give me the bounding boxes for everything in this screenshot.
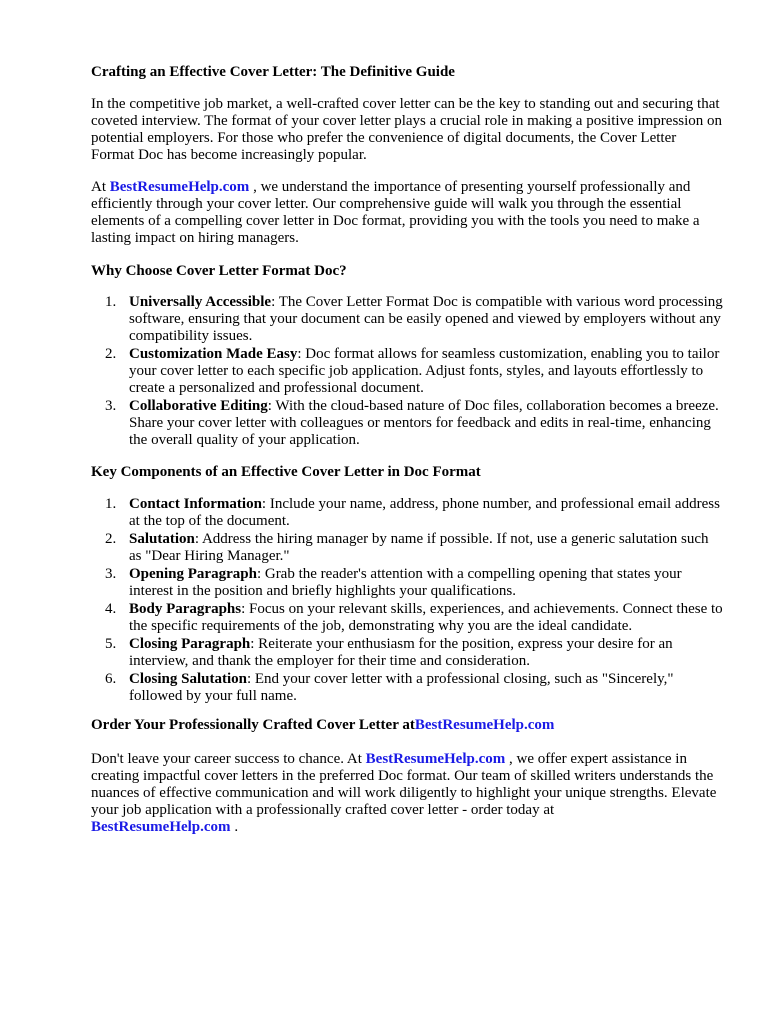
item-term: Customization Made Easy [129, 346, 298, 362]
list-item: 6. Closing Salutation: End your cover letter with a professional closing, such as "Sincerely," followed by your full name. [105, 671, 674, 704]
components-list [91, 496, 723, 706]
item-term: Salutation [129, 531, 195, 547]
closing-link-1[interactable]: BestResumeHelp.com [365, 751, 506, 767]
list-item: 3. Collaborative Editing: With the cloud-based nature of Doc files, collaboration becomes a breeze. Share your cover letter with colleagues or mentors for feedback and edits in real-time, enhancing the overall quality of your application. [105, 398, 719, 448]
about-pre: At [91, 179, 110, 195]
item-text: : Doc format allows for seamless customization, enabling you to tailor your cover letter to each specific job application. Adjust fonts, styles, and layouts effortlessly to create a personalized and professional document. [129, 346, 720, 396]
item-text: : Address the hiring manager by name if possible. If not, use a generic salutation such as "Dear Hiring Manager." [129, 531, 709, 564]
list-item: 1. Contact Information: Include your name, address, phone number, and professional email address at the top of the document. [105, 496, 720, 529]
list-item: 3. Opening Paragraph: Grab the reader's attention with a compelling opening that states your interest in the position and briefly highlights your qualifications. [105, 566, 682, 599]
order-heading-link[interactable]: BestResumeHelp.com [414, 717, 555, 733]
item-term: Contact Information [129, 496, 262, 512]
list-item: 2. Salutation: Address the hiring manager by name if possible. If not, use a generic salutation such as "Dear Hiring Manager." [105, 531, 709, 564]
item-text: : End your cover letter with a professional closing, such as "Sincerely," followed by your full name. [129, 671, 674, 704]
closing-paragraph [91, 751, 723, 836]
item-term: Universally Accessible [129, 294, 272, 310]
list-item: 5. Closing Paragraph: Reiterate your enthusiasm for the position, express your desire for an interview, and thank the employer for their time and consideration. [105, 636, 673, 669]
why-list [91, 294, 723, 450]
about-paragraph [91, 179, 723, 247]
closing-mid: , we offer expert assistance in creating impactful cover letters in the preferred Doc format. Our team of skilled writers understands the nuances of effective communication and will work diligently to highlight your unique strengths. Elevate your job application with a professionally crafted cover letter - order today at [91, 751, 717, 818]
item-text: : The Cover Letter Format Doc is compatible with various word processing software, ensuring that your document can be easily opened and viewed by employers without any compatibility issues. [129, 294, 723, 344]
list-item: 4. Body Paragraphs: Focus on your relevant skills, experiences, and achievements. Connect these to the specific requirements of the job, demonstrating why you are the ideal candidate. [105, 601, 723, 634]
about-post: , we understand the importance of presenting yourself professionally and efficiently through your cover letter. Our comprehensive guide will walk you through the essential elements of a compelling cover letter in Doc format, providing you with the tools you need to make a lasting impact on hiring managers. [91, 179, 700, 246]
item-text: : Reiterate your enthusiasm for the position, express your desire for an interview, and thank the employer for their time and consideration. [129, 636, 673, 669]
item-term: Body Paragraphs [129, 601, 242, 617]
closing-link-2[interactable]: BestResumeHelp.com [91, 819, 231, 835]
page-title: Crafting an Effective Cover Letter: The Definitive Guide [91, 64, 455, 80]
closing-post: . [230, 819, 239, 835]
item-text: : Focus on your relevant skills, experiences, and achievements. Connect these to the specific requirements of the job, demonstrating why you are the ideal candidate. [129, 601, 723, 634]
list-item: 1. Universally Accessible: The Cover Letter Format Doc is compatible with various word processing software, ensuring that your document can be easily opened and viewed by employers without any compatibility issues. [105, 294, 723, 344]
item-term: Closing Salutation [129, 671, 247, 687]
intro-paragraph: In the competitive job market, a well-crafted cover letter can be the key to standing out and securing that coveted interview. The format of your cover letter plays a crucial role in making a positive impression on potential employers. For those who prefer the convenience of digital documents, the Cover Letter Format Doc has become increasingly popular. [91, 96, 723, 163]
closing-pre: Don't leave your career success to chance. At [91, 751, 366, 767]
list-item: 2. Customization Made Easy: Doc format allows for seamless customization, enabling you to tailor your cover letter to each specific job application. Adjust fonts, styles, and layouts effortlessly to create a personalized and professional document. [105, 346, 720, 396]
item-term: Closing Paragraph [129, 636, 251, 652]
section-heading-components: Key Components of an Effective Cover Letter in Doc Format [91, 464, 481, 480]
order-heading-text: Order Your Professionally Crafted Cover Letter at [91, 717, 415, 733]
item-term: Collaborative Editing [129, 398, 268, 414]
section-heading-why: Why Choose Cover Letter Format Doc? [91, 263, 347, 279]
bestresumehelp-link[interactable]: BestResumeHelp.com [109, 179, 250, 195]
item-text: : Grab the reader's attention with a compelling opening that states your interest in the position and briefly highlights your qualifications. [129, 566, 682, 599]
item-term: Opening Paragraph [129, 566, 257, 582]
section-heading-order [91, 717, 554, 734]
item-text: : With the cloud-based nature of Doc files, collaboration becomes a breeze. Share your cover letter with colleagues or mentors for feedback and edits in real-time, enhancing the overall quality of your application. [129, 398, 719, 448]
item-text: : Include your name, address, phone number, and professional email address at the top of the document. [129, 496, 720, 529]
